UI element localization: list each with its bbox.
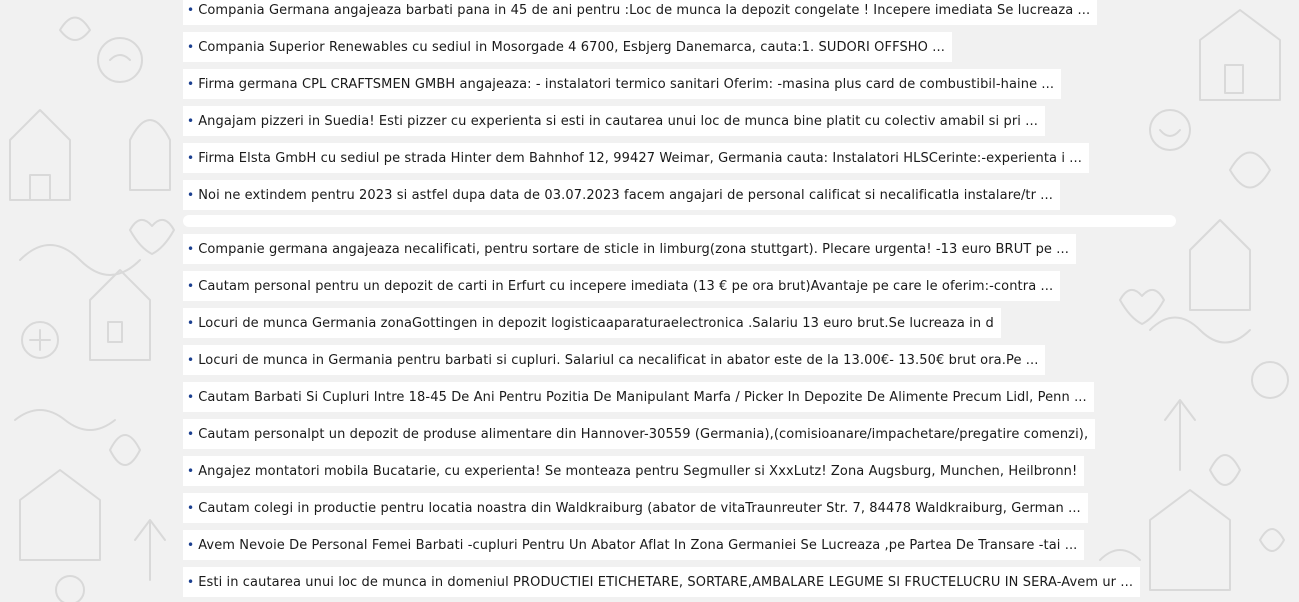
job-row — [183, 271, 1183, 308]
job-row — [183, 32, 1183, 69]
bullet-icon: • — [187, 151, 195, 165]
job-listing-link[interactable] — [183, 567, 1140, 597]
job-listing-text: Angajam pizzeri in Suedia! Esti pizzer cu experienta si esti in cautarea unui loc de munca bine platit cu colectiv amabil si pri ... — [198, 114, 1038, 129]
bullet-icon: • — [187, 353, 195, 367]
job-listing-text: Cautam colegi in productie pentru locatia noastra din Waldkraiburg (abator de vitaTraunreuter Str. 7, 84478 Waldkraiburg, German ... — [198, 501, 1081, 516]
job-row — [183, 143, 1183, 180]
job-listing-link[interactable] — [183, 180, 1060, 210]
job-listing-text: Cautam personalpt un depozit de produse alimentare din Hannover-30559 (Germania),(comisioanare/impachetare/pregatire comenzi), — [198, 427, 1089, 442]
job-listing-text: Esti in cautarea unui loc de munca in domeniul PRODUCTIEI ETICHETARE, SORTARE,AMBALARE LEGUME SI FRUCTELUCRU IN SERA-Avem ur ... — [198, 575, 1134, 590]
job-row — [183, 308, 1183, 345]
job-listing-link[interactable] — [183, 493, 1088, 523]
job-row — [183, 0, 1183, 32]
job-listing-text: Compania Germana angajeaza barbati pana in 45 de ani pentru :Loc de munca la depozit congelate ! Incepere imediata Se lucreaza ... — [198, 3, 1091, 18]
job-row — [183, 345, 1183, 382]
job-row — [183, 493, 1183, 530]
job-row — [183, 180, 1183, 234]
job-row — [183, 69, 1183, 106]
bullet-icon: • — [187, 427, 195, 441]
job-row — [183, 234, 1183, 271]
job-listing-link[interactable] — [183, 345, 1045, 375]
job-listing-link[interactable] — [183, 32, 952, 62]
bullet-icon: • — [187, 316, 195, 330]
job-row — [183, 419, 1183, 456]
job-listing-link[interactable] — [183, 456, 1084, 486]
job-listing-text: Cautam Barbati Si Cupluri Intre 18-45 De Ani Pentru Pozitia De Manipulant Marfa / Picker In Depozite De Alimente Precum Lidl, Penn ... — [198, 390, 1087, 405]
bullet-icon: • — [187, 3, 195, 17]
job-listing-text: Firma Elsta GmbH cu sediul pe strada Hinter dem Bahnhof 12, 99427 Weimar, Germania cauta: Instalatori HLSCerinte:-experienta i ... — [198, 151, 1082, 166]
job-listing-link[interactable] — [183, 106, 1045, 136]
job-row — [183, 382, 1183, 419]
job-listing-text: Cautam personal pentru un depozit de carti in Erfurt cu incepere imediata (13 € pe ora brut)Avantaje pe care le oferim:-contra ... — [198, 279, 1054, 294]
job-listing-text: Compania Superior Renewables cu sediul in Mosorgade 4 6700, Esbjerg Danemarca, cauta:1. SUDORI OFFSHO ... — [198, 40, 945, 55]
job-row — [183, 567, 1183, 602]
job-row — [183, 106, 1183, 143]
bullet-icon: • — [187, 538, 195, 552]
job-row — [183, 456, 1183, 493]
bullet-icon: • — [187, 501, 195, 515]
job-listing-link[interactable] — [183, 69, 1061, 99]
bullet-icon: • — [187, 114, 195, 128]
job-listing-text: Angajez montatori mobila Bucatarie, cu experienta! Se monteaza pentru Segmuller si XxxLutz! Zona Augsburg, Munchen, Heilbronn! — [198, 464, 1078, 479]
bullet-icon: • — [187, 464, 195, 478]
bullet-icon: • — [187, 40, 195, 54]
job-listing-text: Firma germana CPL CRAFTSMEN GMBH angajeaza: - instalatori termico sanitari Oferim: -masina plus card de combustibil-haine ... — [198, 77, 1055, 92]
job-row — [183, 530, 1183, 567]
job-listing-link[interactable] — [183, 234, 1076, 264]
job-listing-link[interactable] — [183, 382, 1094, 412]
job-listing-text: Locuri de munca in Germania pentru barbati si cupluri. Salariul ca necalificat in abator este de la 13.00€- 13.50€ brut ora.Pe ... — [198, 353, 1039, 368]
job-listing-text: Noi ne extindem pentru 2023 si astfel dupa data de 03.07.2023 facem angajari de personal calificat si necalificatla instalare/tr ... — [198, 188, 1054, 203]
job-listing-text: Companie germana angajeaza necalificati, pentru sortare de sticle in limburg(zona stuttgart). Plecare urgenta! -13 euro BRUT pe ... — [198, 242, 1069, 257]
bullet-icon: • — [187, 188, 195, 202]
job-listing-link[interactable] — [183, 271, 1060, 301]
job-listing-text: Locuri de munca Germania zonaGottingen in depozit logisticaaparaturaelectronica .Salariu 13 euro brut.Se lucreaza in d — [198, 316, 994, 331]
bullet-icon: • — [187, 390, 195, 404]
job-listing-link[interactable] — [183, 143, 1089, 173]
job-listing-link[interactable] — [183, 308, 1001, 338]
bullet-icon: • — [187, 575, 195, 589]
job-listing-link[interactable] — [183, 530, 1084, 560]
bullet-icon: • — [187, 242, 195, 256]
job-listing-link[interactable] — [183, 419, 1095, 449]
job-listing-text: Avem Nevoie De Personal Femei Barbati -cupluri Pentru Un Abator Aflat In Zona Germaniei Se Lucreaza ,pe Partea De Transare -tai ... — [198, 538, 1078, 553]
bullet-icon: • — [187, 279, 195, 293]
job-listings — [183, 0, 1183, 602]
bullet-icon: • — [187, 77, 195, 91]
job-listing-link[interactable] — [183, 0, 1097, 25]
